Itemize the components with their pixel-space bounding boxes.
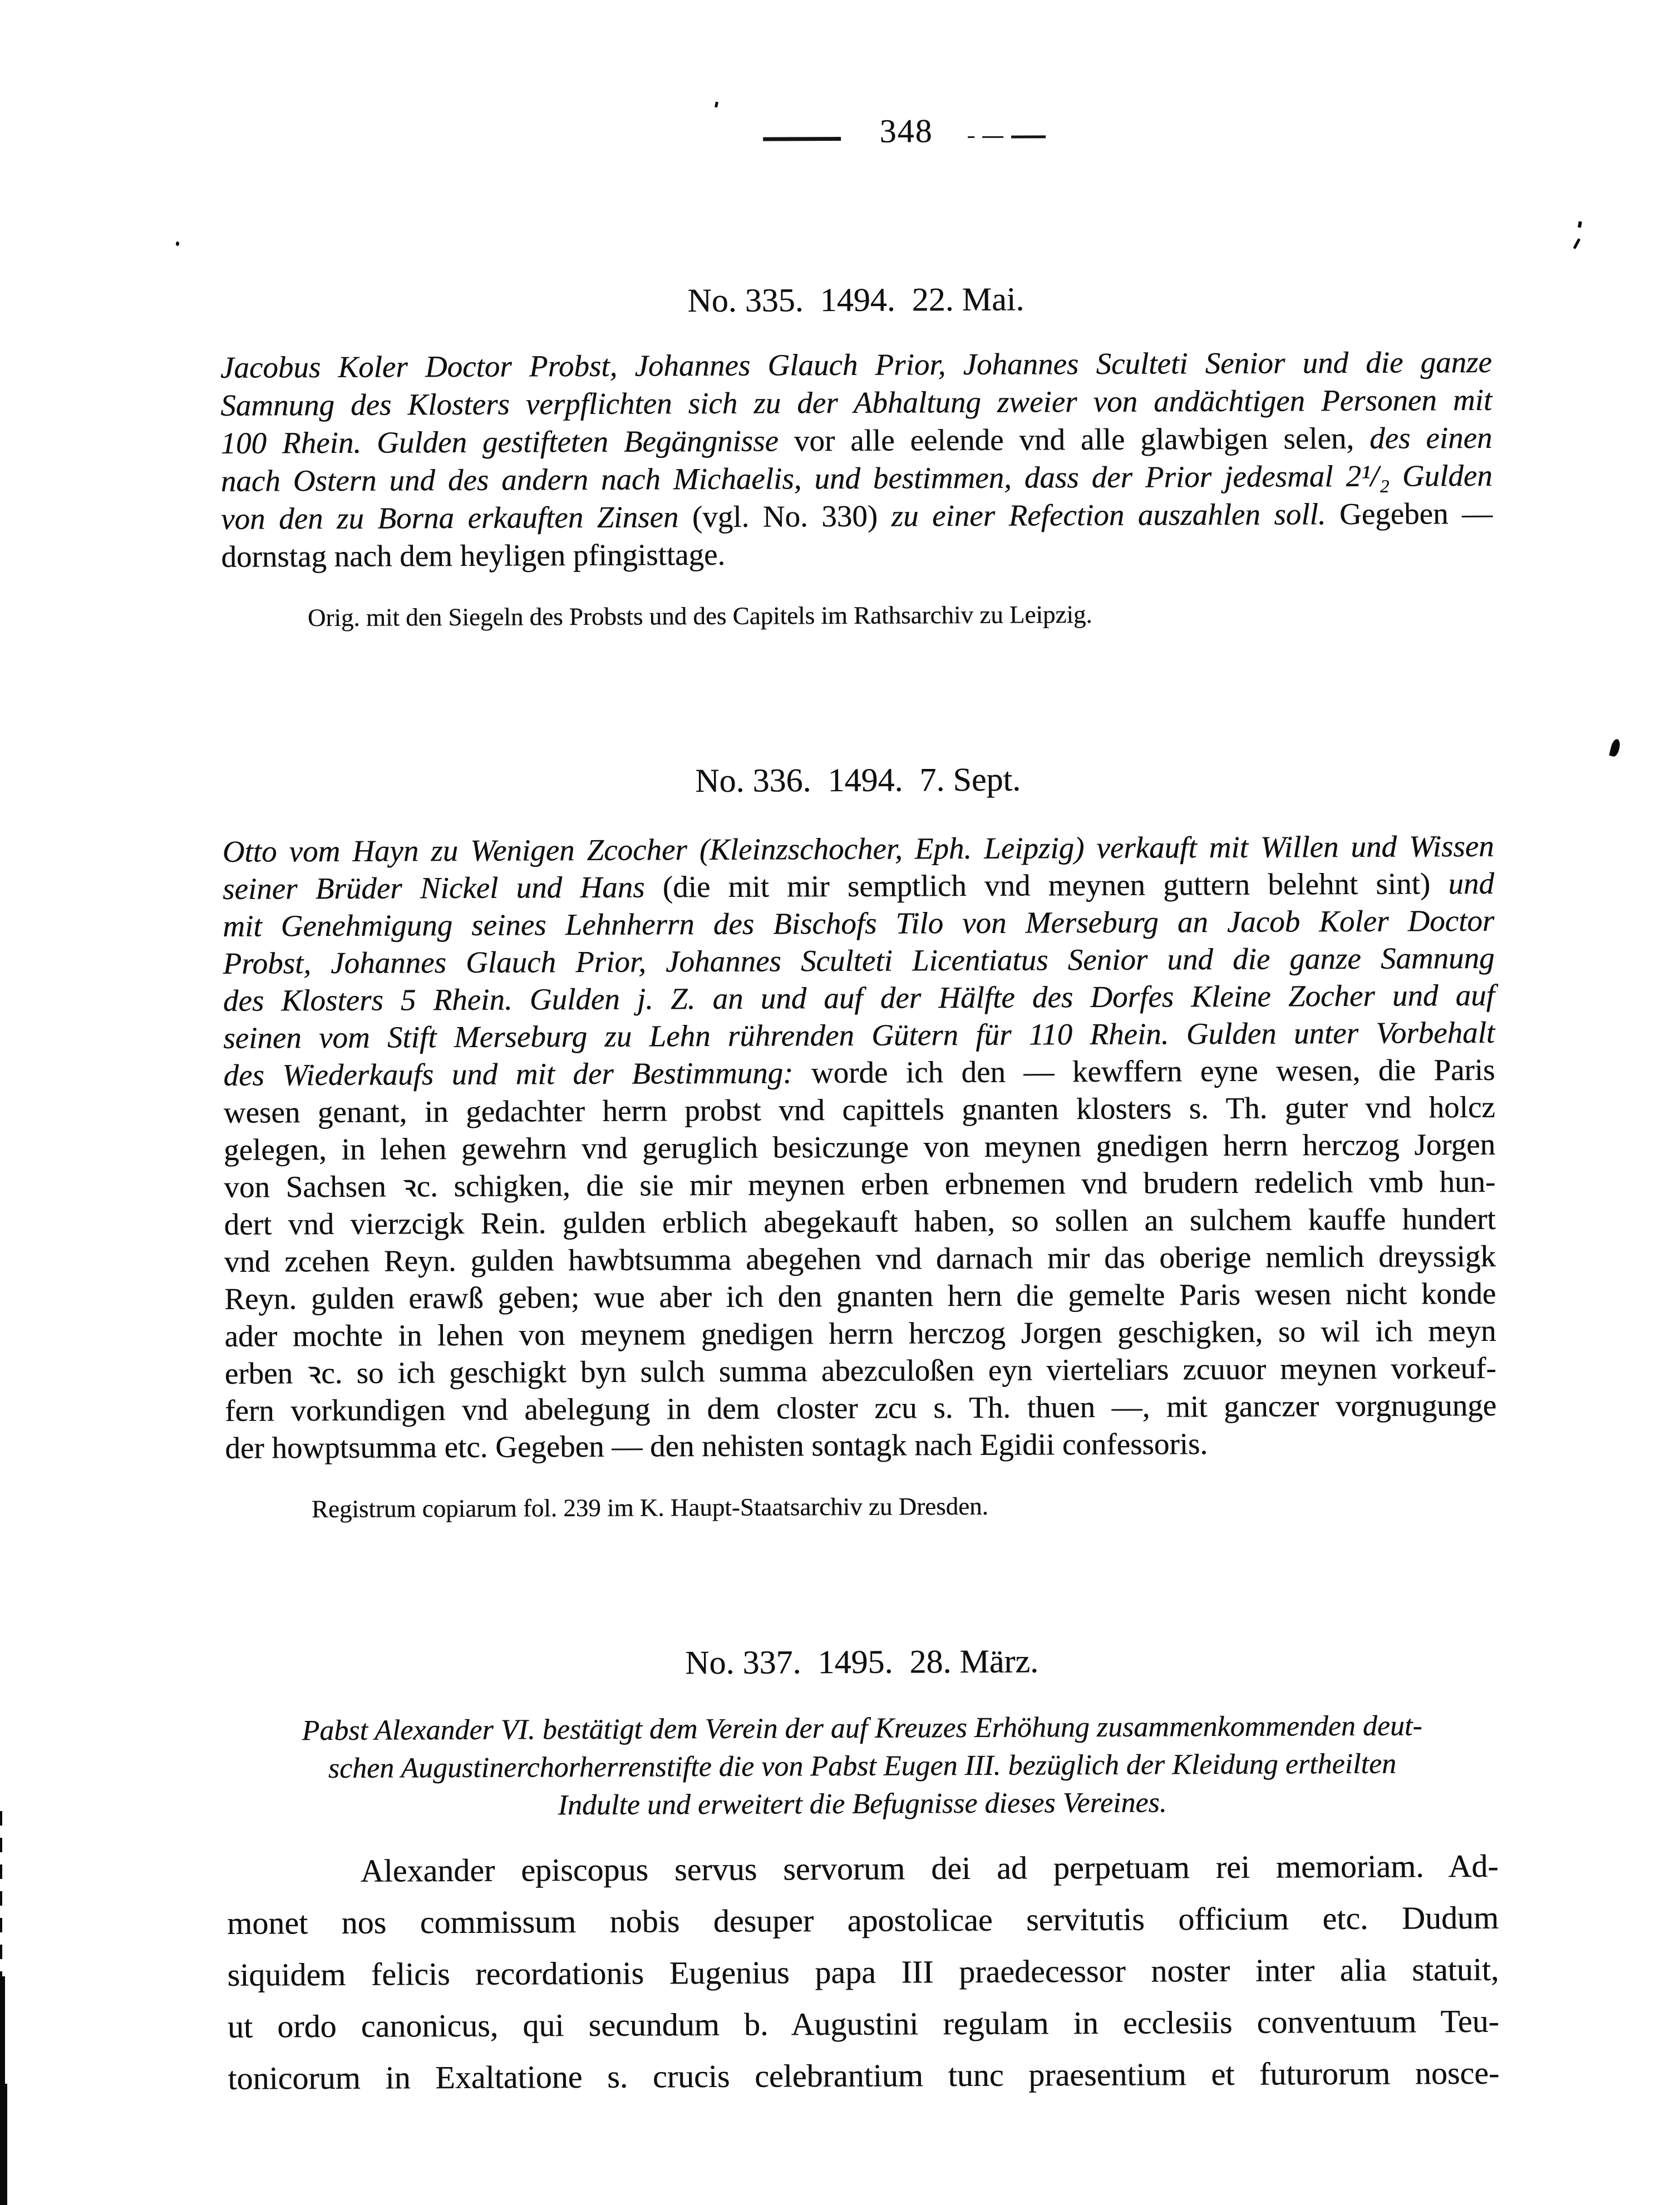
text-line [223, 976, 1495, 1019]
text-line [228, 2047, 1499, 2104]
regest-italic-segment: des Wiederkaufs und mit der Bestimmung: [223, 1055, 812, 1092]
speck-artifact [176, 241, 179, 246]
entry-337-heading [226, 1641, 1497, 1683]
roman-segment: Gegeben — [1339, 496, 1493, 531]
roman-segment: erben ꝛc. so ich geschigkt byn sulch summa abezculoßen eyn vierteliars zcuuor meynen vorkeuf- [224, 1350, 1496, 1390]
text-line [227, 1943, 1499, 2001]
text-line [221, 532, 1492, 576]
text-line [220, 419, 1492, 462]
regest-italic-segment: nach Ostern und des andern nach Michaelis, und bestimmen, dass der Prior jedesmal 2¹/₂ Gulden [220, 458, 1492, 498]
text-line [223, 902, 1494, 945]
roman-segment: worde ich den — kewffern eyne wesen, die Paris [811, 1052, 1495, 1090]
roman-segment: vnd zcehen Reyn. gulden hawbtsumma abegehen vnd darnach mir das oberige nemlich dreyssigk [224, 1239, 1496, 1279]
regest-italic-segment: Probst, Johannes Glauch Prior, Johannes Sculteti Licentiatus Senior und die ganze Samnung [223, 940, 1495, 980]
roman-segment: siquidem felicis recordationis Eugenius papa III praedecessor noster inter alia statuit, [227, 1951, 1499, 1993]
roman-segment: ader mochte in lehen von meynem gnedigen herrn herczog Jorgen geschigken, so wil ich meyn [224, 1313, 1496, 1353]
text-line [228, 1995, 1499, 2053]
folio-row [268, 106, 1540, 156]
text-line [220, 343, 1492, 387]
roman-segment: Reyn. gulden erawß geben; wue aber ich den gnanten hern die gemelte Paris wesen nicht konde [224, 1276, 1496, 1316]
text-line [224, 1088, 1495, 1131]
entry-337-latin-text [227, 1840, 1500, 2104]
roman-segment: wesen genant, in gedachter herrn probst vnd capittels gnanten klosters s. Th. guter vnd holcz [223, 1089, 1495, 1129]
roman-segment: (vgl. No. 330) [692, 499, 891, 534]
text-line [225, 1387, 1496, 1429]
text-line [225, 1424, 1496, 1467]
regest-italic-segment: Otto vom Hayn zu Wenigen Zcocher (Kleinzschocher, Eph. Leipzig) verkauft mit Willen und Wissen [222, 828, 1494, 869]
folio-dash-right [968, 135, 1046, 139]
scan-edge-artifact [2, 2084, 7, 2205]
regest-italic-segment: 100 Rhein. Gulden gestifteten Begängnisse [220, 423, 795, 460]
roman-segment: Alexander episcopus servus servorum dei ad perpetuam rei memoriam. Ad- [360, 1847, 1499, 1889]
text-line [226, 1745, 1498, 1788]
text-line [227, 1840, 1499, 1897]
entry-date: 22. Mai. [912, 280, 1024, 318]
entry-number: No. 335. [687, 282, 804, 319]
roman-segment: dert vnd vierzcigk Rein. gulden erblich abegekauft haben, so sollen an sulchem kauffe hundert [224, 1201, 1496, 1241]
text-line [226, 1707, 1498, 1750]
entry-336-source-note: Registrum copiarum fol. 239 im K. Haupt-Staatsarchiv zu Dresden. [311, 1492, 988, 1523]
text-line [223, 865, 1494, 907]
regest-italic-segment: schen Augustinerchorherrenstifte die von Pabst Eugen III. bezüglich der Kleidung ertheilten [328, 1748, 1397, 1785]
regest-italic-segment: und [1448, 866, 1495, 901]
folio-dash-left [763, 136, 841, 141]
text-line [224, 1237, 1496, 1280]
entry-335-heading [220, 279, 1491, 320]
entry-number: No. 337. [685, 1644, 801, 1681]
regest-italic-segment: von den zu Borna erkauften Zinsen [221, 500, 693, 536]
roman-segment: vor alle eelende vnd alle glawbigen selen, [794, 421, 1370, 458]
entry-date: 7. Sept. [919, 761, 1021, 798]
regest-italic-segment: seiner Brüder Nickel und Hans [222, 870, 663, 906]
scan-edge-artifact [0, 1811, 2, 1978]
roman-segment: monet nos commissum nobis desuper apostolicae servitutis officium etc. Dudum [227, 1899, 1499, 1941]
regest-italic-segment: mit Genehmigung seines Lehnherrn des Bischofs Tilo von Merseburg an Jacob Koler Doctor [223, 903, 1495, 943]
entry-336-heading [222, 759, 1494, 801]
text-line [224, 1163, 1495, 1206]
entry-336-regest [223, 827, 1497, 1467]
entry-number: No. 336. [695, 762, 811, 800]
entry-date: 28. März. [909, 1642, 1039, 1680]
text-line [223, 939, 1494, 982]
roman-segment: ut ordo canonicus, qui secundum b. Augustini regulam in ecclesiis conventuum Teu- [227, 2002, 1500, 2045]
regest-italic-segment: seinen vom Stift Merseburg zu Lehn rührenden Gütern für 110 Rhein. Gulden unter Vorbehalt [223, 1015, 1495, 1055]
roman-segment: fern vorkundigen vnd abelegung in dem closter zcu s. Th. thuen —, mit ganczer vorgnugunge [225, 1388, 1497, 1428]
roman-segment: (die mit mir semptlich vnd meynen guttern belehnt sint) [662, 866, 1449, 904]
regest-italic-segment: des Klosters 5 Rhein. Gulden j. Z. an und auf der Hälfte des Dorfes Kleine Zocher und auf [223, 978, 1495, 1018]
text-line [223, 1014, 1495, 1057]
text-line [220, 381, 1492, 425]
roman-segment: der howptsumma etc. Gegeben — den nehisten sontagk nach Egidii confessoris. [225, 1427, 1208, 1465]
text-line [223, 1051, 1495, 1094]
entry-335-source-note: Orig. mit den Siegeln des Probsts und des Capitels im Rathsarchiv zu Leipzig. [307, 600, 1092, 632]
text-line [226, 1783, 1498, 1826]
entry-337-summary [226, 1707, 1499, 1826]
entry-335-regest [220, 343, 1493, 576]
text-line [225, 1349, 1496, 1392]
entry-year: 1494. [827, 761, 903, 799]
regest-italic-segment: Indulte und erweitert die Befugnisse dieses Vereines. [558, 1787, 1167, 1822]
regest-italic-segment: Samnung des Klosters verpflichten sich zu der Abhaltung zweier von andächtigen Personen mit [220, 382, 1492, 422]
text-line [223, 827, 1494, 870]
regest-italic-segment: Pabst Alexander VI. bestätigt dem Verein der auf Kreuzes Erhöhung zusammenkommenden deut- [302, 1710, 1422, 1747]
text-line [224, 1275, 1496, 1318]
entry-year: 1494. [820, 281, 895, 319]
text-line [227, 1892, 1499, 1949]
roman-segment: dornstag nach dem heyligen pfingisttage. [221, 537, 726, 574]
roman-segment: tonicorum in Exaltatione s. crucis celebrantium tunc praesentium et futurorum nosce- [228, 2054, 1500, 2097]
roman-segment: von Sachsen ꝛc. schigken, die sie mir meynen erben erbnemen vnd brudern redelich vmb hun- [224, 1164, 1496, 1204]
text-line [221, 457, 1492, 500]
entry-year: 1495. [817, 1643, 893, 1681]
roman-segment: gelegen, in lehen gewehrn vnd geruglich besiczunge von meynen gnedigen herrn herczog Jorgen [223, 1127, 1496, 1167]
page-number: 348 [879, 112, 933, 150]
text-line [224, 1312, 1496, 1355]
regest-italic-segment: Jacobus Koler Doctor Probst, Johannes Glauch Prior, Johannes Sculteti Senior und die ganze [220, 344, 1492, 384]
text-line [224, 1200, 1496, 1243]
text-line [221, 495, 1492, 538]
regest-italic-segment: zu einer Refection auszahlen soll. [891, 497, 1340, 533]
text-line [224, 1126, 1495, 1168]
regest-italic-segment: des einen [1369, 420, 1492, 455]
